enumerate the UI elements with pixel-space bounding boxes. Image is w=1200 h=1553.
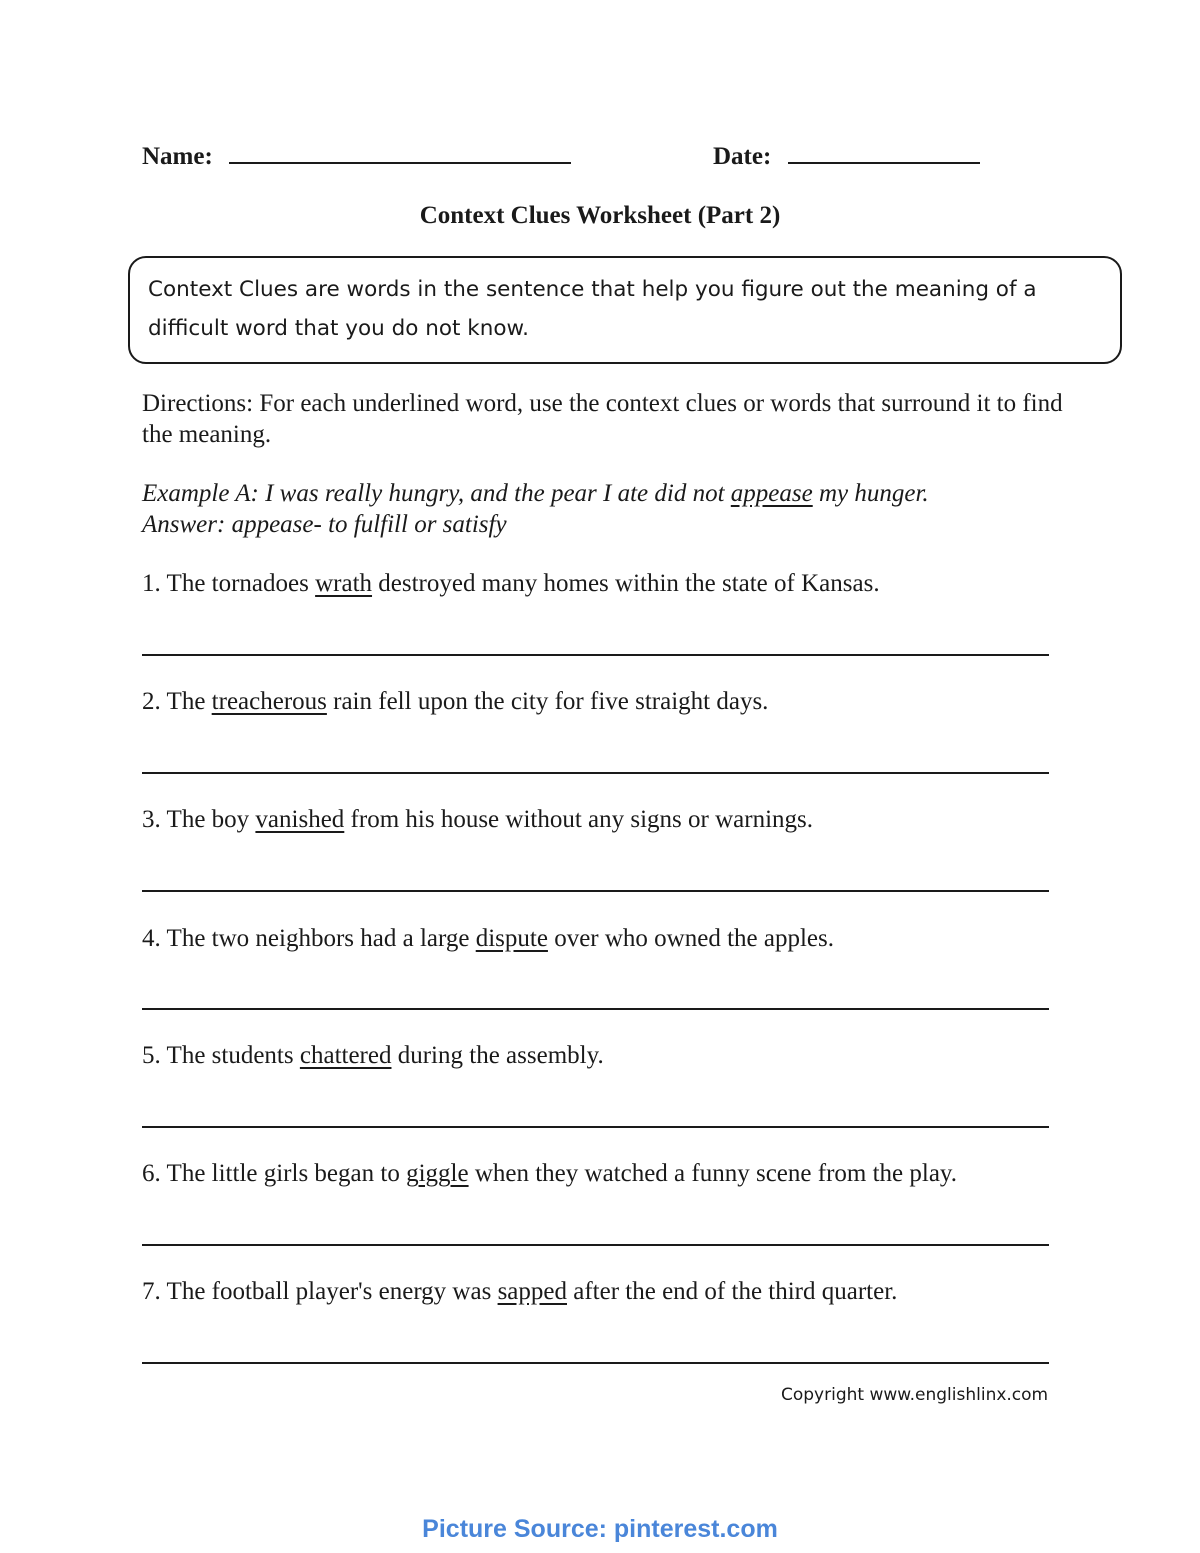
- question-text: 1. The tornadoes: [142, 570, 316, 597]
- name-label: Name:: [142, 143, 213, 170]
- question-2: [142, 686, 768, 717]
- question-text: 3. The boy: [142, 806, 256, 833]
- name-row: [142, 140, 571, 171]
- question-6: [142, 1158, 957, 1189]
- example-word: appease: [730, 480, 813, 507]
- answer-line-6[interactable]: [142, 1244, 1049, 1246]
- underlined-word: treacherous: [211, 688, 327, 715]
- picture-source-caption: Picture Source: pinterest.com: [422, 1515, 778, 1543]
- example-block: [142, 478, 1072, 540]
- question-4: [142, 923, 834, 954]
- question-7: [142, 1276, 897, 1307]
- question-text: 7. The football player's energy was: [142, 1278, 498, 1305]
- date-label: Date:: [713, 143, 772, 170]
- answer-line-4[interactable]: [142, 1008, 1049, 1010]
- underlined-word: wrath: [315, 570, 373, 597]
- question-3: [142, 804, 813, 835]
- question-text: rain fell upon the city for five straight days.: [326, 688, 769, 715]
- copyright-text: Copyright www.englishlinx.com: [781, 1385, 1049, 1405]
- underlined-word: giggle: [406, 1160, 469, 1187]
- example-sentence: [142, 478, 1072, 509]
- example-before: Example A: I was really hungry, and the pear I ate did not: [142, 480, 731, 507]
- question-text: during the assembly.: [391, 1042, 604, 1069]
- definition-box: [128, 256, 1122, 364]
- underlined-word: chattered: [299, 1042, 392, 1069]
- question-text: over who owned the apples.: [547, 925, 834, 952]
- date-row: [713, 140, 980, 171]
- question-text: after the end of the third quarter.: [567, 1278, 898, 1305]
- question-text: 6. The little girls began to: [142, 1160, 407, 1187]
- question-text: destroyed many homes within the state of Kansas.: [372, 570, 880, 597]
- underlined-word: dispute: [475, 925, 548, 952]
- definition-text: Context Clues are words in the sentence that help you figure out the meaning of a difficult word that you do not know.: [148, 277, 1037, 341]
- answer-line-7[interactable]: [142, 1362, 1049, 1364]
- underlined-word: sapped: [497, 1278, 567, 1305]
- example-after: my hunger.: [812, 480, 929, 507]
- answer-line-5[interactable]: [142, 1126, 1049, 1128]
- example-answer: Answer: appease- to fulfill or satisfy: [142, 511, 507, 538]
- question-text: 4. The two neighbors had a large: [142, 925, 476, 952]
- underlined-word: vanished: [255, 806, 345, 833]
- question-5: [142, 1040, 604, 1071]
- date-field[interactable]: [788, 140, 980, 164]
- answer-line-1[interactable]: [142, 654, 1049, 656]
- question-text: 5. The students: [142, 1042, 300, 1069]
- question-1: [142, 568, 880, 599]
- name-field[interactable]: [229, 140, 571, 164]
- directions-text: Directions: For each underlined word, use the context clues or words that surround it to find the meaning.: [142, 390, 1063, 448]
- question-text: when they watched a funny scene from the play.: [468, 1160, 958, 1187]
- answer-line-3[interactable]: [142, 890, 1049, 892]
- question-text: 2. The: [142, 688, 212, 715]
- answer-line-2[interactable]: [142, 772, 1049, 774]
- worksheet-title: Context Clues Worksheet (Part 2): [419, 202, 781, 229]
- question-text: from his house without any signs or warnings.: [344, 806, 814, 833]
